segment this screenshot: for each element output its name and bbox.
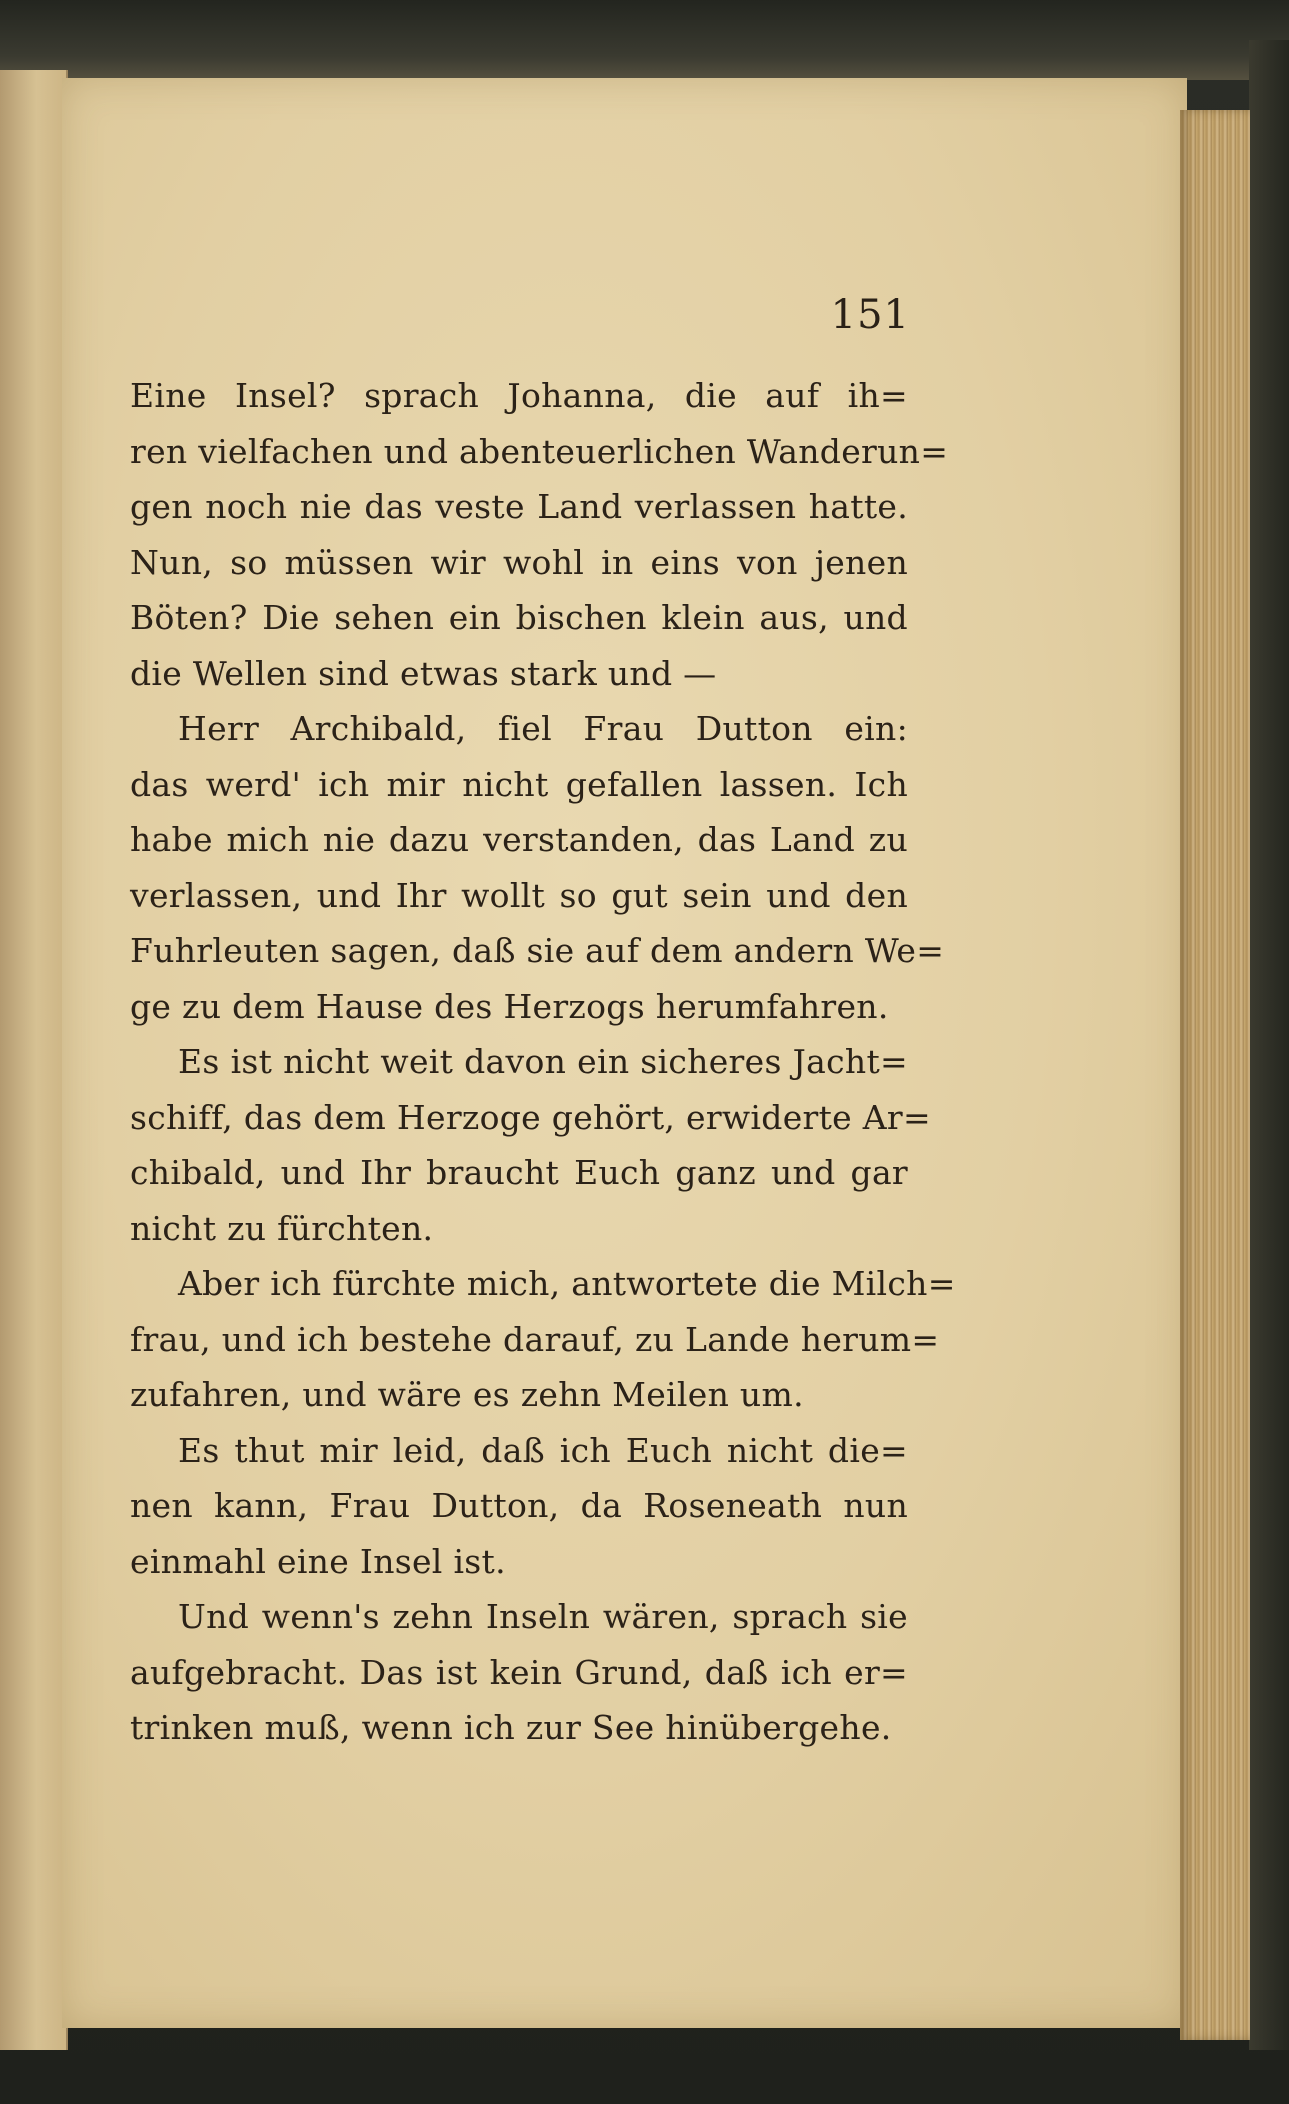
text-line: Nun, so müssen wir wohl in eins von jenen xyxy=(130,542,908,582)
book-cover-top xyxy=(0,0,1289,80)
text-line: nen kann, Frau Dutton, da Roseneath nun xyxy=(130,1486,908,1525)
text-line: Herr Archibald, fiel Frau Dutton ein: xyxy=(178,709,908,748)
text-line: Eine Insel? sprach Johanna, die auf ih= xyxy=(130,376,908,415)
text-line: trinken muß, wenn ich zur See hinübergehe. xyxy=(130,1708,892,1747)
text-line: schiff, das dem Herzoge gehört, erwiderte Ar= xyxy=(130,1097,931,1137)
text-line: habe mich nie dazu verstanden, das Land zu xyxy=(130,820,908,859)
text-line: verlassen, und Ihr wollt so gut sein und den xyxy=(130,875,908,915)
text-line: zufahren, und wäre es zehn Meilen um. xyxy=(130,1375,804,1414)
text-line: chibald, und Ihr braucht Euch ganz und gar xyxy=(130,1153,908,1192)
previous-page-edge xyxy=(0,70,68,2050)
text-line: ge zu dem Hause des Herzogs herumfahren. xyxy=(130,986,889,1026)
text-line: Fuhrleuten sagen, daß sie auf dem andern We= xyxy=(130,931,945,970)
text-line: frau, und ich bestehe darauf, zu Lande herum= xyxy=(130,1319,940,1359)
text-line: ren vielfachen und abenteuerlichen Wanderun= xyxy=(130,431,949,471)
text-line: einmahl eine Insel ist. xyxy=(130,1541,506,1581)
text-line: Böten? Die sehen ein bischen klein aus, und xyxy=(130,598,908,637)
text-line: Aber ich fürchte mich, antwortete die Milch= xyxy=(178,1264,956,1303)
page-number: 151 xyxy=(830,292,910,338)
text-line: Und wenn's zehn Inseln wären, sprach sie xyxy=(178,1597,908,1636)
text-line: aufgebracht. Das ist kein Grund, daß ich er= xyxy=(130,1652,908,1692)
page-fore-edge xyxy=(1180,110,1250,2040)
text-line: die Wellen sind etwas stark und — xyxy=(130,653,717,693)
text-line: gen noch nie das veste Land verlassen hatte. xyxy=(130,487,908,526)
page-text xyxy=(130,368,956,1756)
book-cover-right xyxy=(1249,40,1289,2050)
text-line: das werd' ich mir nicht gefallen lassen. Ich xyxy=(130,764,908,804)
text-line: Es thut mir leid, daß ich Euch nicht die= xyxy=(178,1430,908,1470)
text-line: nicht zu fürchten. xyxy=(130,1208,434,1248)
text-line: Es ist nicht weit davon ein sicheres Jacht= xyxy=(178,1042,908,1081)
